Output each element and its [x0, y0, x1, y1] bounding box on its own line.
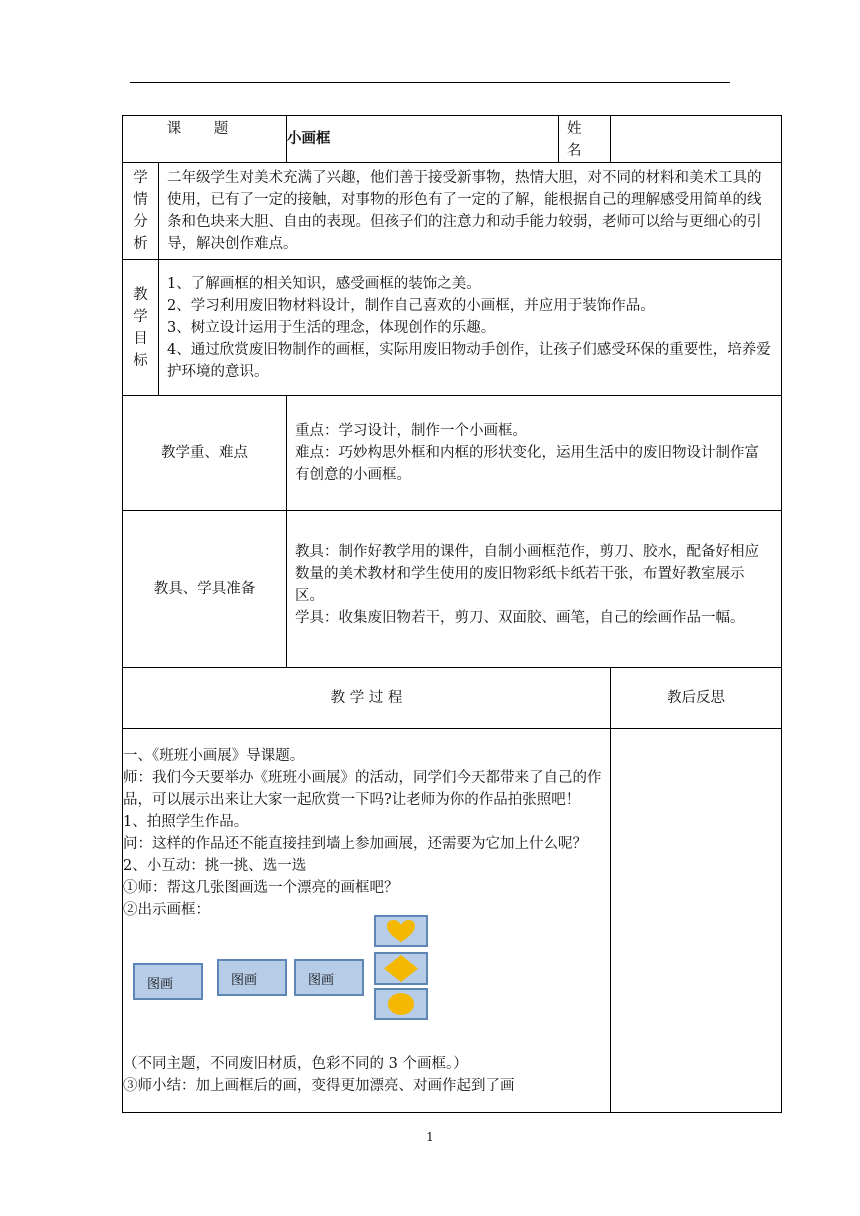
picture-frame-label: 图画	[147, 976, 174, 992]
key-point-difficulty: 难点：巧妙构思外框和内框的形状变化，运用生活中的废旧物设计制作富有创意的小画框。	[295, 445, 760, 483]
goal-item: 1、了解画框的相关知识，感受画框的装饰之美。	[167, 275, 481, 292]
diamond-frame	[374, 952, 428, 985]
goal-item: 3、树立设计运用于生活的理念，体现创作的乐趣。	[167, 319, 496, 336]
reflection-header: 教后反思	[667, 690, 726, 706]
picture-frame	[294, 959, 364, 996]
key-points-label: 教学重、难点	[161, 445, 248, 461]
topic-label: 课 题	[166, 121, 243, 137]
process-body-row	[123, 729, 782, 1113]
picture-frame	[133, 963, 203, 1000]
heart-frame	[374, 915, 428, 947]
goal-item: 4、通过欣赏废旧物制作的画框，实际用废旧物动手创作，让孩子们感受环保的重要性，培养爱护环境的意识。	[167, 341, 771, 380]
key-point-focus: 重点：学习设计，制作一个小画框。	[295, 423, 528, 439]
materials-row	[123, 511, 782, 668]
situation-text: 二年级学生对美术充满了兴趣，他们善于接受新事物，热情大胆，对不同的材料和美术工具的使用，已有了一定的接触，对事物的形色有了一定的了解，能根据自己的理解感受用简单的线条和色块来大胆、自由的表现。但孩子们的注意力和动手能力较弱，老师可以给与更细心的引导，解决创作难点。	[167, 170, 762, 252]
topic-value: 小画框	[287, 130, 331, 147]
situation-row	[123, 163, 782, 260]
lesson-plan-table	[122, 115, 782, 1113]
circle-icon	[376, 990, 426, 1018]
process-line: 1、拍照学生作品。	[123, 813, 249, 830]
process-line: 一、《班班小画展》导课题。	[123, 747, 305, 764]
student-materials: 学具：收集废旧物若干，剪刀、双面胶、画笔，自己的绘画作品一幅。	[295, 610, 745, 626]
goals-row	[123, 260, 782, 396]
page-number: 1	[426, 1130, 434, 1144]
goals-label: 教学目标	[133, 286, 148, 369]
situation-label: 学情分析	[133, 170, 148, 252]
picture-frame-label: 图画	[308, 972, 335, 988]
name-label: 姓名	[567, 121, 582, 159]
title-row	[123, 116, 782, 163]
heart-icon	[376, 917, 426, 945]
process-line: 2、小互动：挑一挑、选一选	[123, 857, 307, 874]
picture-frame-label: 图画	[231, 972, 258, 988]
process-line: 问：这样的作品还不能直接挂到墙上参加画展，还需要为它加上什么呢？	[123, 835, 587, 852]
picture-frame	[217, 959, 287, 996]
key-points-row	[123, 396, 782, 511]
process-line: （不同主题，不同废旧材质，色彩不同的 3 个画框。）	[123, 1055, 468, 1072]
process-line: ②出示画框：	[123, 901, 210, 918]
process-header-row	[123, 668, 782, 729]
process-line: ③师小结：加上画框后的画，变得更加漂亮、对画作起到了画	[123, 1077, 515, 1094]
goal-item: 2、学习利用废旧物材料设计，制作自己喜欢的小画框，并应用于装饰作品。	[167, 297, 655, 314]
reflection-cell	[611, 729, 782, 1113]
process-line: ①师：帮这几张图画选一个漂亮的画框吧？	[123, 879, 399, 896]
circle-frame	[374, 988, 428, 1020]
materials-label: 教具、学具准备	[153, 581, 256, 597]
process-header: 教 学 过 程	[330, 690, 403, 706]
teacher-materials: 教具：制作好教学用的课件，自制小画框范作，剪刀、胶水，配备好相应数量的美术教材和学生使用的废旧物彩纸卡纸若干张，布置好教室展示区。	[295, 544, 760, 604]
header-rule	[130, 82, 730, 83]
process-line: 师：我们今天要举办《班班小画展》的活动，同学们今天都带来了自己的作品，可以展示出来让大家一起欣赏一下吗?让老师为你的作品拍张照吧！	[123, 769, 602, 808]
diamond-icon	[376, 954, 426, 983]
frame-illustration	[123, 923, 610, 1033]
